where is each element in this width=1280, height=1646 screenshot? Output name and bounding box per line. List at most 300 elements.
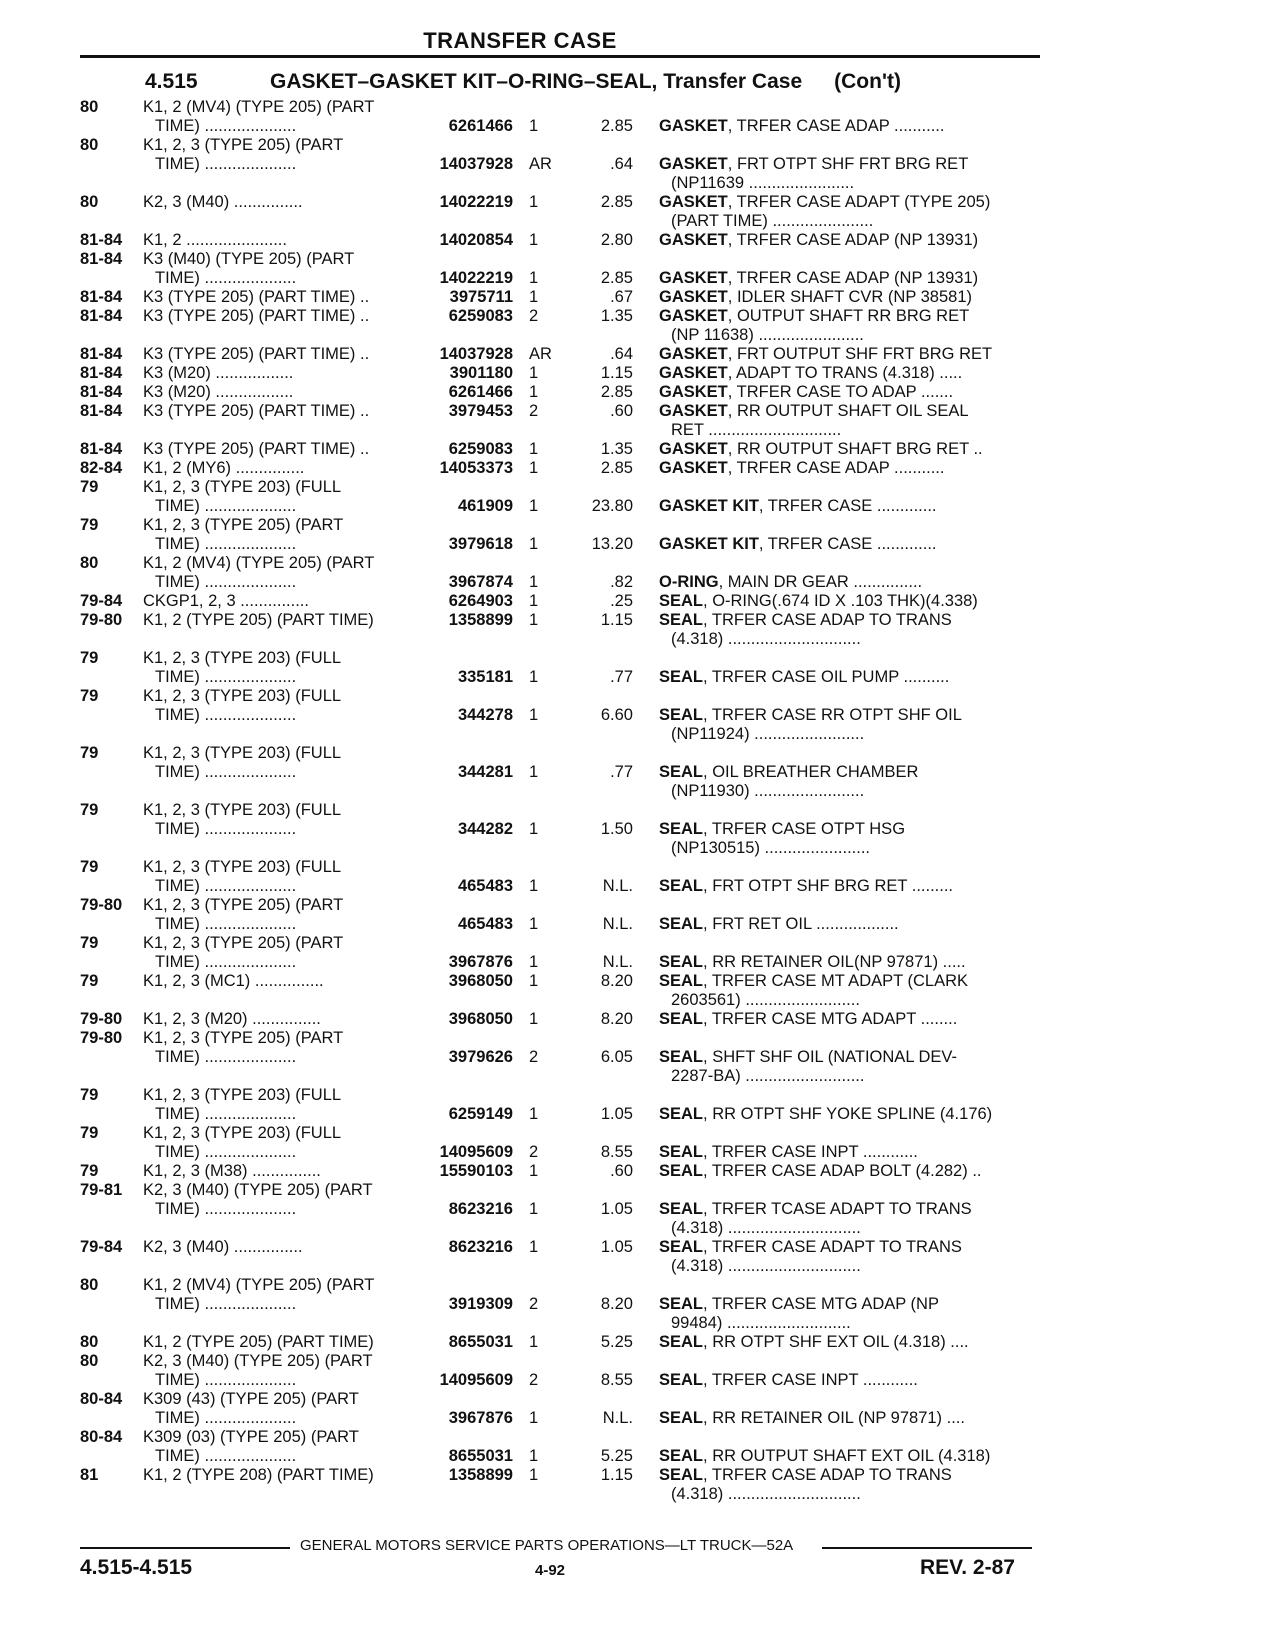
application-line: K1, 2, 3 (M20) ............... [143,1010,321,1028]
part-row [0,1238,1280,1276]
application-line: K3 (M20) ................. [143,364,294,382]
model-year: 80 [80,554,99,572]
description-line: SEAL, TRFER CASE INPT ............ [659,1143,918,1161]
item-type: SEAL [659,1409,704,1427]
part-number [413,136,513,193]
section-continued: (Con't) [834,70,901,93]
application-line: K309 (03) (TYPE 205) (PART [143,1428,359,1446]
part-value: 3967874 [448,573,513,591]
item-type: SEAL [659,1466,704,1484]
part-row [0,687,1280,744]
description [633,1029,1024,1086]
quantity [513,1333,571,1352]
description-text: RR OTPT SHF EXT OIL (4.318) .... [712,1333,969,1351]
part-row [0,554,1280,592]
item-type: GASKET [659,288,728,306]
qty-value: 1 [529,877,539,895]
quantity [513,1276,571,1333]
price [571,1333,633,1352]
part-number [413,288,513,307]
description-line: SEAL, TRFER CASE MT ADAPT (CLARK [659,972,968,990]
application [140,1390,413,1428]
description-text: TRFER CASE ADAPT TO TRANS [711,1238,962,1256]
part-row [0,345,1280,364]
part-row [0,744,1280,801]
price-value: N.L. [602,1409,633,1427]
part-number [413,554,513,592]
application [140,1029,413,1086]
application-line: TIME) .................... [155,1447,297,1465]
description [633,364,1024,383]
part-row [0,896,1280,934]
price-value: 8.55 [600,1143,633,1161]
price-value: 8.20 [600,1010,633,1028]
part-number [413,440,513,459]
description [633,687,1024,744]
part-value: 8655031 [448,1447,513,1465]
price [571,459,633,478]
price [571,231,633,250]
description-line: SEAL, RR OTPT SHF YOKE SPLINE (4.176) [659,1105,993,1123]
price [571,592,633,611]
part-number [413,1029,513,1086]
description [633,478,1024,516]
qty-value: 1 [529,592,539,610]
model-year: 79 [80,516,99,534]
model-year: 80 [80,193,99,211]
description [633,1181,1024,1238]
quantity [513,801,571,858]
item-type: GASKET [659,440,728,458]
application-line: K1, 2, 3 (TYPE 203) (FULL [143,801,342,819]
item-type: O-RING [659,573,719,591]
item-type: SEAL [659,1295,704,1313]
application [140,934,413,972]
price [571,136,633,193]
item-type: SEAL [659,1333,704,1351]
model-year: 79 [80,858,99,876]
quantity [513,402,571,440]
application-line: K1, 2, 3 (TYPE 205) (PART [143,896,344,914]
quantity [513,687,571,744]
quantity [513,1010,571,1029]
price-value: 1.50 [600,820,633,838]
price [571,611,633,649]
description-text: TRFER CASE MTG ADAPT ........ [711,1010,958,1028]
part-value: 465483 [457,915,513,933]
application [140,801,413,858]
part-row [0,1086,1280,1124]
part-value: 6259083 [448,307,513,325]
description-text: TRFER CASE ADAP ........... [736,117,945,135]
description [633,383,1024,402]
qty-value: 1 [529,1162,539,1180]
description-line: SEAL, TRFER CASE ADAPT TO TRANS [659,1238,962,1256]
price-value: .77 [610,668,633,686]
qty-value: 1 [529,459,539,477]
model-year: 80 [80,1333,99,1351]
qty-value: 1 [529,972,539,990]
price [571,516,633,554]
description-text: RR OUTPUT SHAFT BRG RET .. [736,440,983,458]
application-line: TIME) .................... [155,1409,297,1427]
part-number [413,1333,513,1352]
qty-value: 1 [529,1466,539,1484]
application-line: K1, 2, 3 (MC1) ............... [143,972,324,990]
description-line: GASKET, OUTPUT SHAFT RR BRG RET [659,307,970,325]
description-line: SEAL, TRFER CASE ADAP BOLT (4.282) .. [659,1162,982,1180]
description-line: (NP11930) ........................ [671,782,865,800]
part-number [413,1238,513,1276]
item-type: SEAL [659,915,704,933]
part-number [413,383,513,402]
description-text: TRFER CASE ADAP BOLT (4.282) .. [711,1162,982,1180]
application [140,516,413,554]
model-year: 79-84 [80,592,123,610]
application-line: K1, 2, 3 (TYPE 203) (FULL [143,744,342,762]
application [140,687,413,744]
application-line: K1, 2, 3 (TYPE 205) (PART [143,1029,344,1047]
part-value: 3967876 [448,1409,513,1427]
part-row [0,307,1280,345]
qty-value: AR [529,345,552,363]
price [571,649,633,687]
quantity [513,478,571,516]
price [571,744,633,801]
description-text: TRFER CASE OIL PUMP .......... [711,668,950,686]
description-text: TRFER CASE MTG ADAP (NP [711,1295,939,1313]
application-line: K3 (M40) (TYPE 205) (PART [143,250,355,268]
description-line: (4.318) ............................. [671,1257,861,1275]
part-value: 14095609 [439,1371,513,1389]
item-type: SEAL [659,1143,704,1161]
part-value: 465483 [457,877,513,895]
item-type: SEAL [659,1105,704,1123]
description-text: TRFER CASE INPT ............ [711,1143,918,1161]
part-number [413,744,513,801]
price [571,1428,633,1466]
part-number [413,858,513,896]
item-type: GASKET [659,117,728,135]
part-value: 8623216 [448,1200,513,1218]
description-text: TRFER CASE OTPT HSG [711,820,906,838]
part-number [413,1181,513,1238]
description-text: TRFER CASE ADAP TO TRANS [711,1466,952,1484]
qty-value: 2 [529,1295,539,1313]
part-number [413,1390,513,1428]
item-type: GASKET [659,402,728,420]
description [633,649,1024,687]
item-type: GASKET KIT [659,535,759,553]
application-line: K1, 2 (TYPE 208) (PART TIME) [143,1466,374,1484]
description-text: RR RETAINER OIL (NP 97871) .... [712,1409,965,1427]
qty-value: 1 [529,611,539,629]
part-row [0,1352,1280,1390]
part-value: 461909 [457,497,513,515]
price-value: .25 [610,592,633,610]
model-year: 79 [80,687,99,705]
application-line: K1, 2, 3 (TYPE 203) (FULL [143,1086,342,1104]
description-line: (NP 11638) ....................... [671,326,864,344]
part-value: 3968050 [448,1010,513,1028]
item-type: GASKET [659,459,728,477]
part-number [413,478,513,516]
application [140,1086,413,1124]
description [633,858,1024,896]
qty-value: 1 [529,763,539,781]
part-row [0,440,1280,459]
description [633,896,1024,934]
price-value: .64 [610,155,633,173]
part-value: 3901180 [449,364,513,382]
application [140,972,413,1010]
part-number [413,459,513,478]
application [140,858,413,896]
description-line: SEAL, TRFER CASE ADAP TO TRANS [659,1466,952,1484]
part-number [413,611,513,649]
part-value: 8655031 [448,1333,513,1351]
price [571,554,633,592]
description-text: OIL BREATHER CHAMBER [712,763,919,781]
application [140,611,413,649]
model-year: 79 [80,972,99,990]
price-value: .60 [610,402,633,420]
qty-value: 1 [529,535,539,553]
qty-value: 1 [529,288,539,306]
part-number [413,934,513,972]
model-year: 79 [80,1162,99,1180]
model-year: 79 [80,478,99,496]
quantity [513,858,571,896]
description-line: GASKET, TRFER CASE ADAP (NP 13931) [659,269,979,287]
description-line: SEAL, FRT RET OIL .................. [659,915,899,933]
price [571,896,633,934]
part-row [0,98,1280,136]
price [571,1238,633,1276]
qty-value: 1 [529,383,539,401]
model-year: 79-80 [80,1010,123,1028]
description-line: 2287-BA) .......................... [671,1067,865,1085]
description-line: 2603561) ......................... [671,991,860,1009]
qty-value: 1 [529,820,539,838]
description-text: TRFER CASE RR OTPT SHF OIL [711,706,962,724]
part-value: 14020854 [439,231,513,249]
price-value: 1.05 [600,1105,633,1123]
qty-value: 1 [529,440,539,458]
price [571,1466,633,1504]
application-line: K3 (TYPE 205) (PART TIME) .. [143,345,370,363]
description-line: SEAL, TRFER CASE MTG ADAP (NP [659,1295,939,1313]
part-row [0,649,1280,687]
item-type: GASKET [659,231,728,249]
application-line: K2, 3 (M40) (TYPE 205) (PART [143,1181,373,1199]
part-value: 6259149 [448,1105,513,1123]
part-row [0,1162,1280,1181]
application [140,364,413,383]
part-value: 344278 [457,706,513,724]
description [633,307,1024,345]
part-row [0,364,1280,383]
part-value: 14022219 [439,269,513,287]
quantity [513,98,571,136]
part-value: 6261466 [448,117,513,135]
description-text: OUTPUT SHAFT RR BRG RET [736,307,970,325]
model-year: 79 [80,1124,99,1142]
part-row [0,1010,1280,1029]
price-value: .64 [610,345,633,363]
price-value: 1.35 [600,440,633,458]
part-row [0,1181,1280,1238]
description-text: TRFER CASE ADAPT (TYPE 205) [736,193,991,211]
qty-value: 1 [529,117,539,135]
description [633,136,1024,193]
part-number [413,364,513,383]
part-row [0,383,1280,402]
price-value: 1.05 [600,1200,633,1218]
description-text: TRFER CASE TO ADAP ....... [736,383,954,401]
model-year: 81-84 [80,307,123,325]
application [140,288,413,307]
footer-revision: REV. 2-87 [920,1556,1015,1579]
model-year: 82-84 [80,459,123,477]
part-row [0,1466,1280,1504]
part-number [413,649,513,687]
price-value: N.L. [602,877,633,895]
model-year: 80-84 [80,1390,123,1408]
quantity [513,193,571,231]
price [571,345,633,364]
price-value: 5.25 [600,1333,633,1351]
model-year: 81 [80,1466,99,1484]
qty-value: 1 [529,193,539,211]
quantity [513,1466,571,1504]
price [571,858,633,896]
price [571,1390,633,1428]
description-text: O-RING(.674 ID X .103 THK)(4.338) [712,592,978,610]
price-value: .67 [610,288,633,306]
description-text: ADAPT TO TRANS (4.318) ..... [736,364,963,382]
model-year: 81-84 [80,345,123,363]
application-line: K1, 2, 3 (TYPE 205) (PART [143,136,344,154]
price-value: 1.05 [600,1238,633,1256]
quantity [513,1428,571,1466]
model-year: 79 [80,744,99,762]
model-year: 80-84 [80,1428,123,1446]
description [633,288,1024,307]
application-line: K1, 2, 3 (M38) ............... [143,1162,321,1180]
description [633,345,1024,364]
qty-value: 1 [529,706,539,724]
part-row [0,288,1280,307]
description-line: GASKET, FRT OTPT SHF FRT BRG RET [659,155,969,173]
application-line: K1, 2, 3 (TYPE 203) (FULL [143,1124,342,1142]
application [140,592,413,611]
part-row [0,250,1280,288]
application-line: TIME) .................... [155,573,297,591]
part-value: 6261466 [448,383,513,401]
application [140,896,413,934]
description [633,1086,1024,1124]
quantity [513,554,571,592]
application [140,136,413,193]
description-text: TRFER TCASE ADAPT TO TRANS [711,1200,972,1218]
description-line: GASKET, TRFER CASE ADAP (NP 13931) [659,231,979,249]
quantity [513,459,571,478]
part-value: 3967876 [448,953,513,971]
description-text: TRFER CASE ADAP (NP 13931) [736,269,979,287]
description-text: TRFER CASE ............. [767,535,937,553]
description [633,1162,1024,1181]
quantity [513,972,571,1010]
qty-value: 2 [529,1048,539,1066]
price-value: N.L. [602,953,633,971]
part-row [0,402,1280,440]
application [140,402,413,440]
item-type: SEAL [659,953,704,971]
quantity [513,231,571,250]
application-line: K1, 2 (MV4) (TYPE 205) (PART [143,98,375,116]
application-line: TIME) .................... [155,763,297,781]
part-number [413,250,513,288]
section-title: GASKET–GASKET KIT–O-RING–SEAL, Transfer Case [270,70,803,93]
application-line: K1, 2 ...................... [143,231,287,249]
qty-value: 1 [529,1447,539,1465]
description-line: GASKET, RR OUTPUT SHAFT OIL SEAL [659,402,969,420]
application-line: TIME) .................... [155,668,297,686]
price [571,364,633,383]
part-number [413,1428,513,1466]
description [633,1010,1024,1029]
item-type: SEAL [659,668,704,686]
part-number [413,592,513,611]
part-value: 14037928 [439,345,513,363]
description-text: TRFER CASE INPT ............ [711,1371,918,1389]
price-value: .82 [610,573,633,591]
model-year: 81-84 [80,440,123,458]
quantity [513,516,571,554]
section-heading [145,70,901,94]
part-row [0,459,1280,478]
model-year: 79 [80,934,99,952]
description-line: GASKET, FRT OUTPUT SHF FRT BRG RET [659,345,993,363]
part-number [413,1352,513,1390]
part-number [413,1162,513,1181]
item-type: GASKET KIT [659,497,759,515]
description-text: RR OTPT SHF YOKE SPLINE (4.176) [712,1105,993,1123]
price-value: .60 [610,1162,633,1180]
description [633,250,1024,288]
description [633,1333,1024,1352]
application-line: K3 (TYPE 205) (PART TIME) .. [143,402,370,420]
application-line: TIME) .................... [155,706,297,724]
description [633,193,1024,231]
model-year: 81-84 [80,231,123,249]
application-line: K1, 2, 3 (TYPE 205) (PART [143,934,344,952]
model-year: 81-84 [80,250,123,268]
price-value: 1.15 [600,1466,633,1484]
model-year: 79 [80,801,99,819]
part-value: 15590103 [439,1162,513,1180]
application-line: TIME) .................... [155,535,297,553]
quantity [513,345,571,364]
price [571,250,633,288]
qty-value: 1 [529,953,539,971]
item-type: GASKET [659,364,728,382]
model-year: 81-84 [80,364,123,382]
application-line: TIME) .................... [155,117,297,135]
application [140,459,413,478]
item-type: SEAL [659,972,704,990]
